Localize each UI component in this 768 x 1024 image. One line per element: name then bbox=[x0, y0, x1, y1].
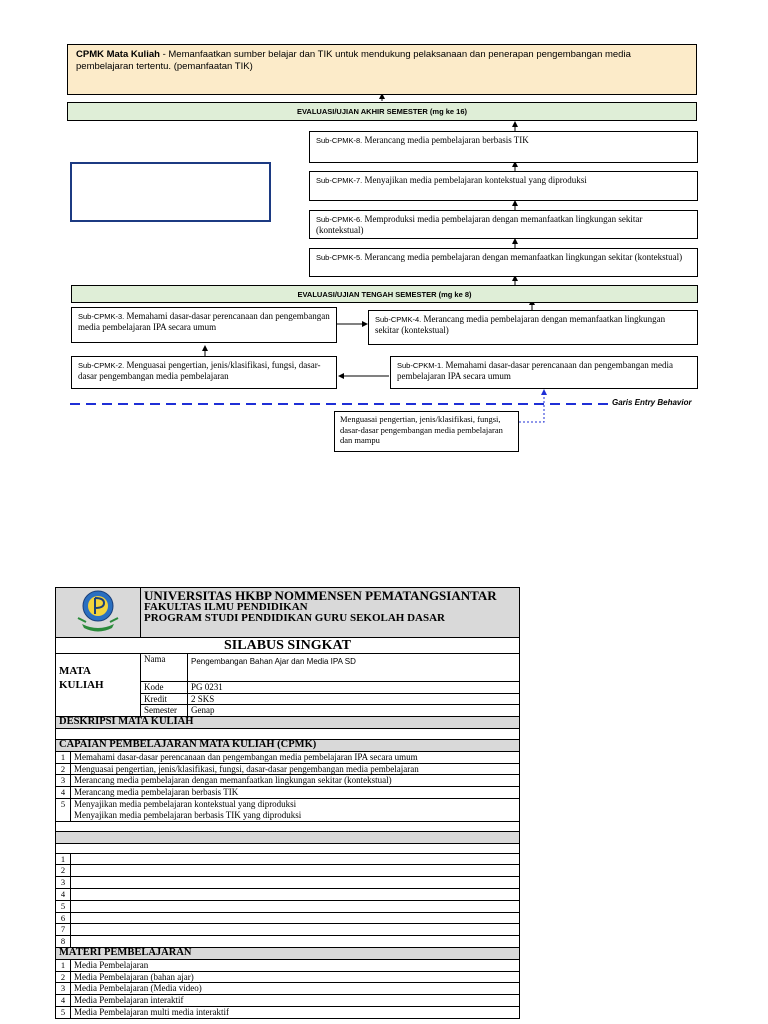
cpmk-title: CAPAIAN PEMBELAJARAN MATA KULIAH (CPMK) bbox=[56, 739, 520, 751]
field-value: Genap bbox=[188, 705, 520, 717]
institution-cell bbox=[141, 588, 520, 638]
sub-cpmk-8 bbox=[309, 131, 698, 163]
list-item: 2 Media Pembelajaran (bahan ajar) bbox=[56, 971, 520, 983]
sub-cpmk-2-text: Menguasai pengertian, jenis/klasifikasi, fungsi, dasar-dasar pengembangan media pembelajaran bbox=[78, 360, 321, 381]
sub-cpmk-2 bbox=[71, 356, 337, 389]
table-row: 5 bbox=[56, 900, 520, 912]
faculty-name: FAKULTAS ILMU PENDIDIKAN bbox=[144, 600, 308, 613]
sub-cpmk-8-text: Merancang media pembelajaran berbasis TIK bbox=[362, 135, 529, 145]
sub-cpmk-8-label: Sub-CPMK-8. bbox=[316, 136, 363, 145]
eval-tengah-bar: EVALUASI/UJIAN TENGAH SEMESTER (mg ke 8) bbox=[71, 285, 698, 303]
table-row: 2 bbox=[56, 865, 520, 877]
list-item: 4 Media Pembelajaran interaktif bbox=[56, 995, 520, 1007]
sub-cpmk-6-text: Memproduksi media pembelajaran dengan memanfaatkan lingkungan sekitar (kontekstual) bbox=[316, 214, 643, 235]
title-row bbox=[56, 637, 520, 653]
table-row: 7 bbox=[56, 924, 520, 936]
table-row: 8 bbox=[56, 936, 520, 948]
program-name: PROGRAM STUDI PENDIDIKAN GURU SEKOLAH DASAR bbox=[144, 611, 445, 624]
list-item: 3 Merancang media pembelajaran dengan memanfaatkan lingkungan sekitar (kontekstual) bbox=[56, 775, 520, 787]
spacer-row bbox=[56, 821, 520, 831]
section-cpmk bbox=[56, 739, 520, 751]
sub-cpmk-6-label: Sub-CPMK-6. bbox=[316, 215, 363, 224]
sub-cpmk-7-text: Menyajikan media pembelajaran kontekstual yang diproduksi bbox=[362, 175, 587, 185]
sub-cpmk-1 bbox=[390, 356, 698, 389]
sub-cpmk-3 bbox=[71, 307, 337, 343]
materi-title: MATERI PEMBELAJARAN bbox=[56, 947, 520, 959]
sub-cpmk-2-label: Sub-CPMK-2. bbox=[78, 361, 125, 370]
sub-cpmk-5-label: Sub-CPMK-5. bbox=[316, 253, 363, 262]
sub-cpmk-7 bbox=[309, 171, 698, 201]
table-row: 3 bbox=[56, 877, 520, 889]
syllabus-table bbox=[55, 587, 520, 1019]
syllabus-title: SILABUS SINGKAT bbox=[56, 637, 520, 653]
deskripsi-title: DESKRIPSI MATA KULIAH bbox=[56, 717, 520, 729]
sub-cpmk-5-text: Merancang media pembelajaran dengan memanfaatkan lingkungan sekitar (kontekstual) bbox=[362, 252, 683, 262]
field-key: Kredit bbox=[141, 693, 188, 705]
sub-cpmk-3-text: Memahami dasar-dasar perencanaan dan pengembangan media pembelajaran IPA secara umum bbox=[78, 311, 330, 332]
empty-blue-box bbox=[70, 162, 271, 222]
list-item: 5 Menyajikan media pembelajaran kontekstual yang diproduksi Menyajikan media pembelajaran berbasis TIK yang diproduksi bbox=[56, 798, 520, 821]
field-key: Semester bbox=[141, 705, 188, 717]
field-value: 2 SKS bbox=[188, 693, 520, 705]
field-key: Nama bbox=[141, 653, 188, 681]
sub-cpmk-4 bbox=[368, 310, 698, 345]
table-row: 4 bbox=[56, 888, 520, 900]
list-item: 1 Memahami dasar-dasar perencanaan dan pengembangan media pembelajaran IPA secara umum bbox=[56, 751, 520, 763]
sub-cpmk-3-label: Sub-CPMK-3. bbox=[78, 312, 125, 321]
field-value: Pengembangan Bahan Ajar dan Media IPA SD bbox=[188, 653, 520, 681]
header-row bbox=[56, 588, 520, 638]
sub-cpmk-4-text: Merancang media pembelajaran dengan memanfaatkan lingkungan sekitar (kontekstual) bbox=[375, 314, 666, 335]
logo-cell bbox=[56, 588, 141, 638]
deskripsi-content bbox=[56, 728, 520, 739]
list-item: 5 Media Pembelajaran multi media interaktif bbox=[56, 1006, 520, 1018]
sub-cpmk-1-label: Sub-CPKM-1. bbox=[397, 361, 444, 370]
spacer-row bbox=[56, 843, 520, 853]
mata-kuliah-label: MATA KULIAH bbox=[56, 653, 141, 716]
sub-cpmk-6 bbox=[309, 210, 698, 239]
cpmk-text: - Memanfaatkan sumber belajar dan TIK untuk mendukung pelaksanaan dan penerapan pengembangan media pembelajaran tertentu. (pemanfaatan TIK) bbox=[76, 49, 631, 72]
university-logo-icon bbox=[68, 588, 128, 634]
table-row: 6 bbox=[56, 912, 520, 924]
cpmk-box bbox=[67, 44, 697, 95]
list-item: 2 Menguasai pengertian, jenis/klasifikasi, fungsi, dasar-dasar pengembangan media pembelajaran bbox=[56, 763, 520, 775]
list-item: 3 Media Pembelajaran (Media video) bbox=[56, 983, 520, 995]
eval-akhir-bar: EVALUASI/UJIAN AKHIR SEMESTER (mg ke 16) bbox=[67, 102, 697, 121]
shaded-section-row bbox=[56, 831, 520, 843]
field-row-nama bbox=[56, 653, 520, 681]
sub-cpmk-5 bbox=[309, 248, 698, 277]
section-materi bbox=[56, 947, 520, 959]
sub-cpmk-7-label: Sub-CPMK-7. bbox=[316, 176, 363, 185]
table-row: 1 bbox=[56, 853, 520, 865]
cpmk-label: CPMK Mata Kuliah bbox=[76, 49, 160, 60]
university-name: UNIVERSITAS HKBP NOMMENSEN PEMATANGSIANTAR bbox=[144, 588, 497, 603]
entry-behavior-box: Menguasai pengertian, jenis/klasifikasi, fungsi, dasar-dasar pengembangan media pembelajaran dan mampu bbox=[334, 411, 519, 452]
sub-cpmk-1-text: Memahami dasar-dasar perencanaan dan pengembangan media pembelajaran IPA secara umum bbox=[397, 360, 673, 381]
sub-cpmk-4-label: Sub-CPMK-4. bbox=[375, 315, 422, 324]
field-key: Kode bbox=[141, 681, 188, 693]
section-deskripsi bbox=[56, 717, 520, 729]
list-item: 1 Media Pembelajaran bbox=[56, 959, 520, 971]
list-item: 4 Merancang media pembelajaran berbasis TIK bbox=[56, 787, 520, 799]
deskripsi-empty-row bbox=[56, 728, 520, 739]
entry-behavior-label: Garis Entry Behavior bbox=[612, 398, 692, 407]
field-value: PG 0231 bbox=[188, 681, 520, 693]
